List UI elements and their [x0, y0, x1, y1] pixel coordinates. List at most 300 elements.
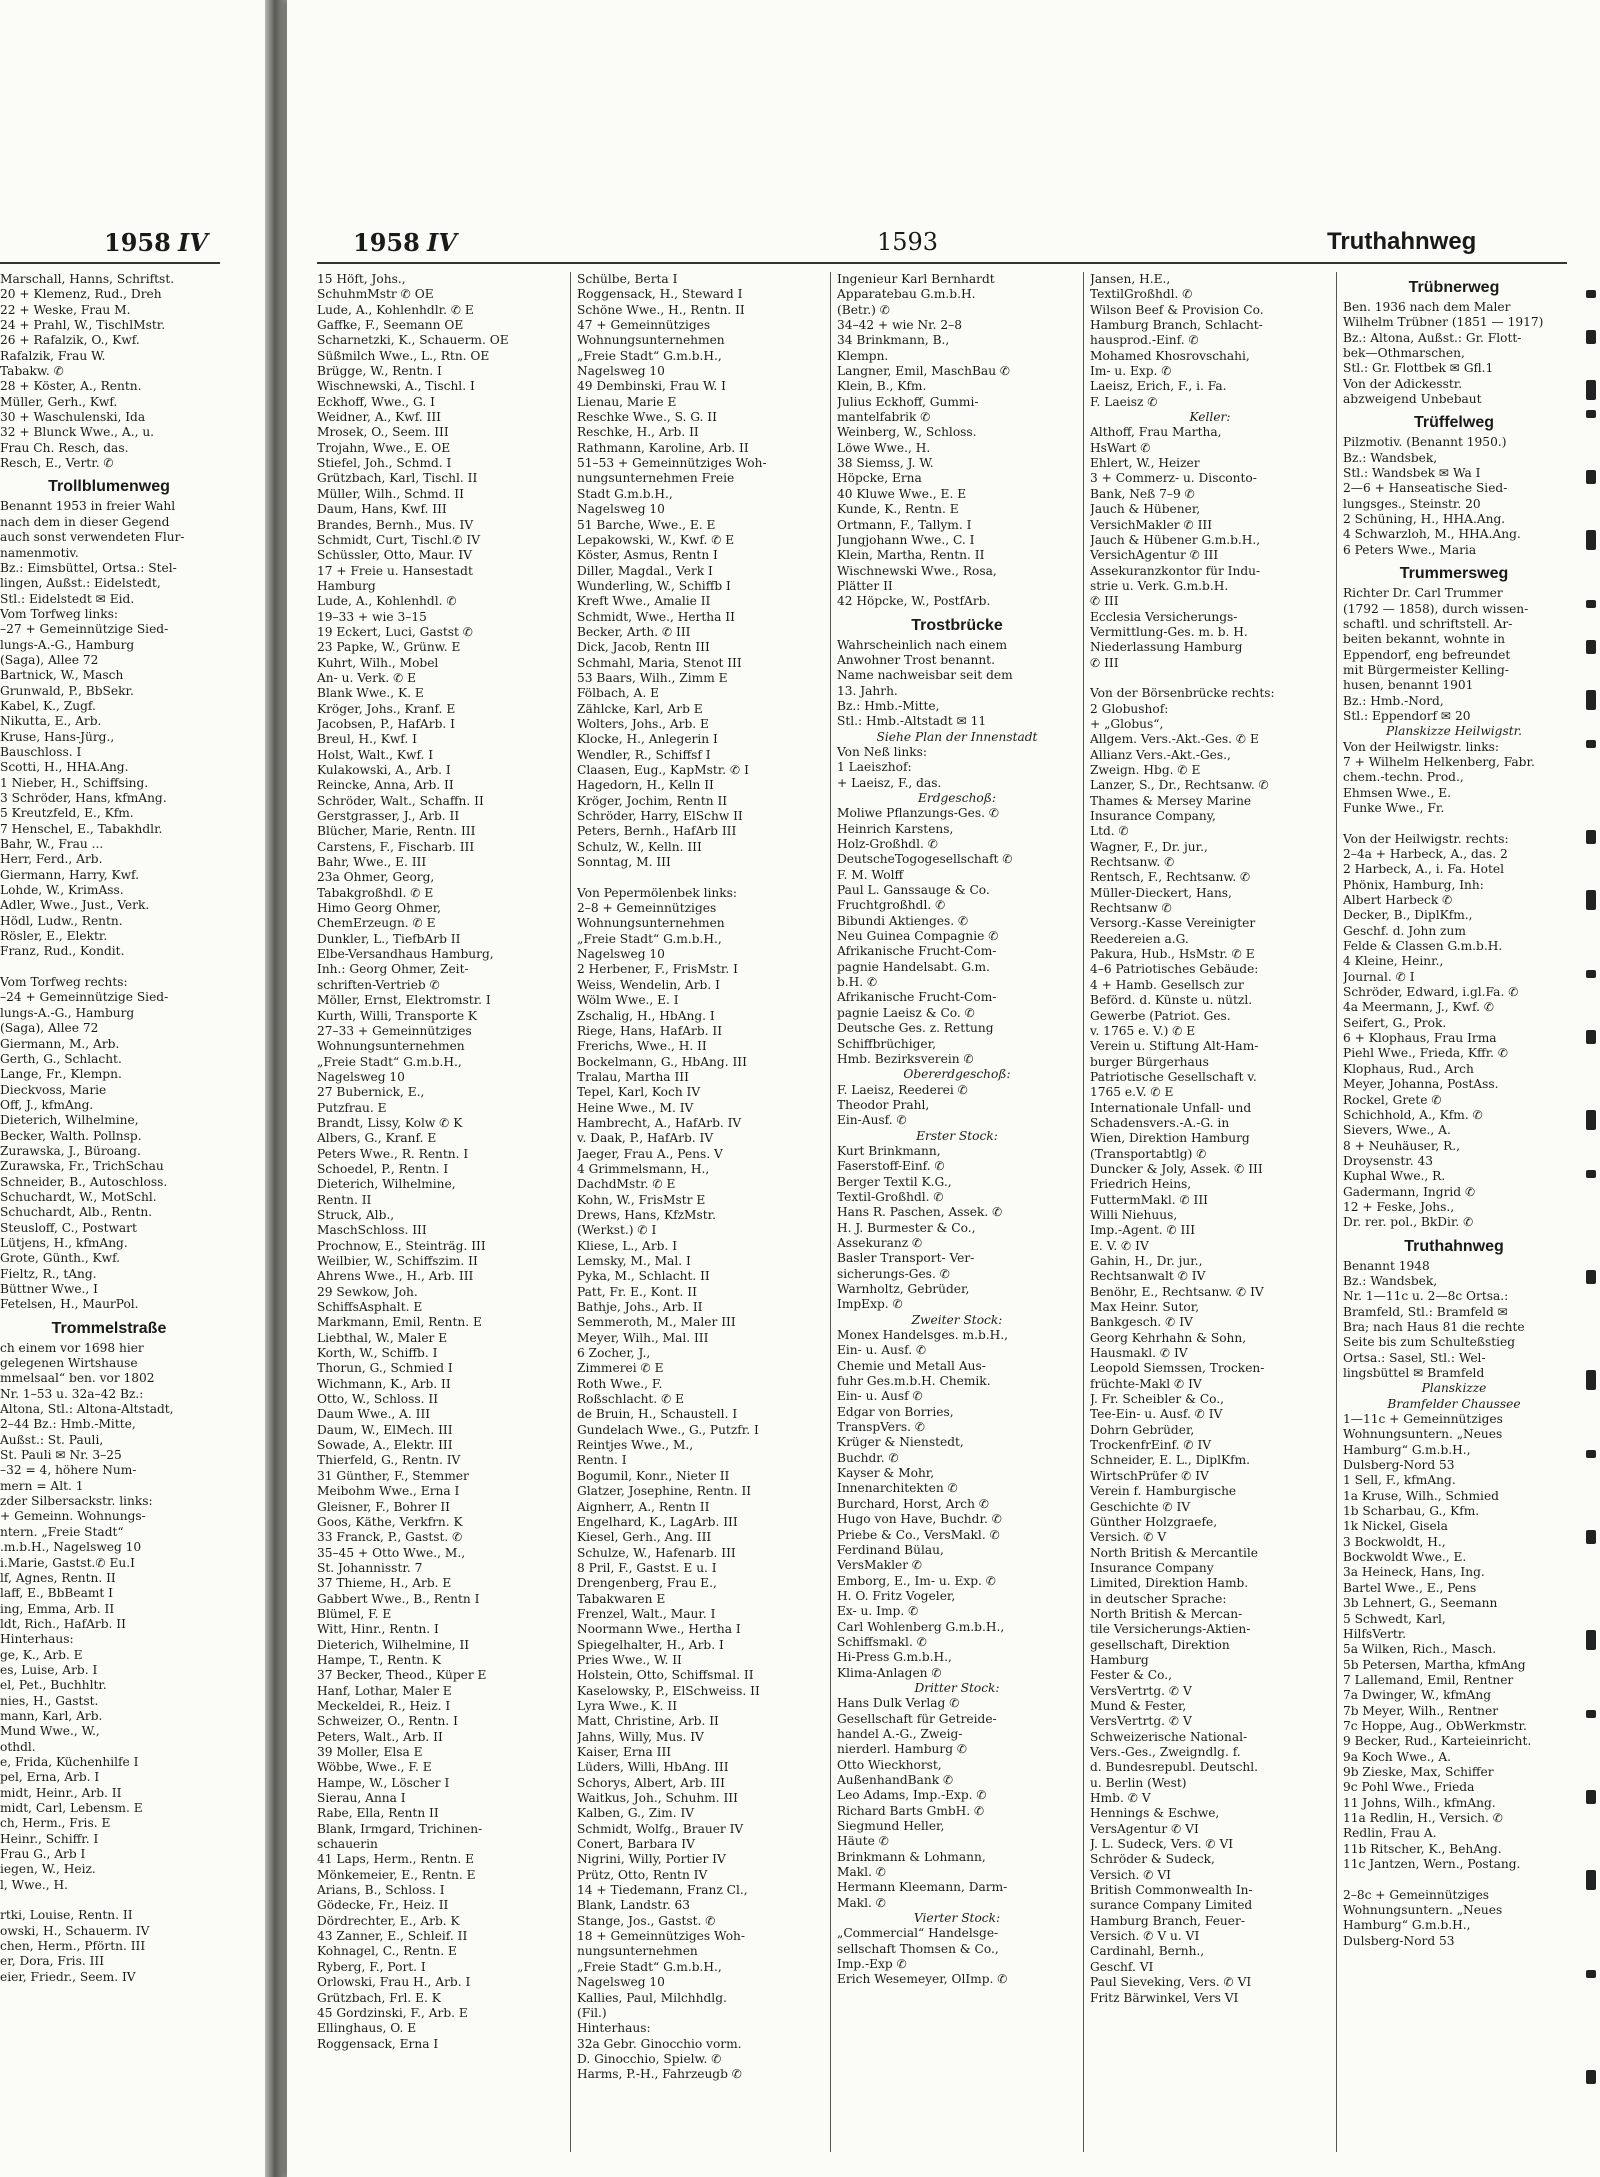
directory-entry: in deutscher Sprache: [1090, 1591, 1227, 1606]
directory-entry: Lemsky, M., Mal. I [577, 1254, 691, 1268]
directory-entry: Carl Wohlenberg G.m.b.H., [837, 1619, 1005, 1634]
directory-entry: 43 Zanner, E., Schleif. II [317, 1929, 468, 1944]
section-subheading: Erdgeschoß: [917, 791, 997, 805]
directory-entry: lungs-A.-G., Hamburg [0, 1005, 135, 1020]
directory-entry: v. Daak, P., HafArb. IV [577, 1131, 714, 1146]
directory-entry: Blank Wwe., K. E [317, 686, 424, 701]
directory-entry: 20 + Klemenz, Rud., Dreh [0, 287, 162, 302]
directory-entry: 2–44 Bz.: Hmb.-Mitte, [0, 1417, 136, 1432]
directory-entry: Hans R. Paschen, Assek. ✆ [837, 1205, 1003, 1220]
directory-entry: Klein, B., Kfm. [837, 379, 927, 394]
directory-entry: Benannt 1953 in freier Wahl [0, 499, 176, 514]
directory-entry: Kabel, K., Zugf. [0, 698, 96, 713]
directory-entry: Liebthal, W., Maler E [317, 1330, 448, 1345]
directory-entry: Meibohm Wwe., Erna I [317, 1484, 460, 1499]
directory-entry: Roßschlacht. ✆ E [577, 1392, 685, 1407]
directory-entry: Daum Wwe., A. III [317, 1407, 431, 1422]
directory-entry: Rentsch, F., Rechtsanw. ✆ [1090, 870, 1251, 885]
directory-entry: Goos, Käthe, Verkfrn. K [317, 1514, 463, 1529]
directory-entry: Süßmilch Wwe., L., Rtn. OE [317, 348, 490, 363]
directory-entry: Struck, Alb., [317, 1207, 395, 1222]
directory-entry: Mrosek, O., Seem. III [317, 425, 449, 440]
directory-entry: husen, benannt 1901 [1343, 678, 1474, 693]
directory-entry: Müller, Gerh., Kwf. [0, 394, 118, 409]
directory-entry: Pyka, M., Schlacht. II [577, 1269, 710, 1284]
directory-entry: Leo Adams, Imp.-Exp. ✆ [837, 1788, 987, 1803]
directory-entry: eier, Friedr., Seem. IV [0, 1969, 136, 1984]
directory-entry: Giermann, Harry, Kwf. [0, 867, 139, 882]
directory-entry: Rabe, Ella, Rentn II [317, 1806, 439, 1821]
directory-entry: Priebe & Co., VersMakl. ✆ [837, 1527, 1000, 1542]
column-divider [1083, 272, 1084, 2152]
directory-entry: Funke Wwe., Fr. [1343, 800, 1445, 815]
directory-entry: 51–53 + Gemeinnütziges Woh- [577, 456, 767, 471]
directory-entry: Meyer, Johanna, PostAss. [1343, 1077, 1499, 1092]
directory-entry: ldt, Rich., HafArb. II [0, 1616, 126, 1631]
directory-entry: Schichhold, A., Kfm. ✆ [1343, 1107, 1483, 1122]
directory-entry: (Werkst.) ✆ I [577, 1223, 657, 1238]
directory-entry: Häute ✆ [837, 1834, 889, 1849]
directory-entry: Heinrich Karstens, [837, 821, 954, 836]
directory-entry: Lohde, W., KrimAss. [0, 883, 124, 898]
directory-entry: Reschke, H., Arb. II [577, 425, 699, 440]
directory-entry: Aignherr, A., Rentn II [577, 1499, 710, 1514]
directory-entry: Ingenieur Karl Bernhardt [837, 272, 995, 286]
directory-entry: Kuphal Wwe., R. [1343, 1169, 1446, 1184]
directory-entry: Conert, Barbara IV [577, 1837, 695, 1852]
directory-entry: Witt, Hinr., Rentn. I [317, 1622, 439, 1637]
directory-entry: Bz.: Altona, Außst.: Gr. Flott- [1343, 330, 1522, 345]
directory-entry: 1 Nieber, H., Schiffsing. [0, 775, 149, 790]
directory-entry: Stadt G.m.b.H., [577, 486, 673, 501]
directory-entry: Kaiser, Erna III [577, 1745, 672, 1759]
directory-entry: Dieckvoss, Marie [0, 1082, 107, 1097]
directory-entry: Möller, Ernst, Elektromstr. I [317, 993, 491, 1008]
directory-entry: 4 + Hamb. Gesellsch zur [1090, 977, 1244, 992]
directory-entry: Hennings & Eschwe, [1090, 1806, 1220, 1821]
directory-entry: Schmahl, Maria, Stenot III [577, 655, 742, 670]
directory-entry: British Commonwealth In- [1090, 1883, 1253, 1898]
directory-entry: handel A.-G., Zweig- [837, 1726, 963, 1741]
directory-entry: 13. Jahrh. [837, 683, 898, 698]
directory-entry: Ltd. ✆ [1090, 824, 1129, 839]
street-heading: Trommelstraße [51, 1319, 167, 1337]
edge-mark [1586, 1870, 1596, 1890]
directory-entry: Bahr, Wwe., E. III [317, 855, 427, 870]
directory-entry: Sievers, Wwe., A. [1343, 1123, 1451, 1138]
street-heading: Trollblumenweg [48, 478, 170, 496]
directory-entry: Schülbe, Berta I [577, 272, 678, 286]
directory-entry: i.Marie, Gastst.✆ Eu.I [0, 1555, 135, 1570]
section-subheading: Vierter Stock: [913, 1911, 1001, 1926]
directory-entry: Bathje, Johs., Arb. II [577, 1300, 703, 1315]
edge-mark [1586, 410, 1596, 418]
directory-entry: + Laeisz, F., das. [837, 775, 942, 790]
directory-entry: Fölbach, A. E [577, 686, 659, 701]
directory-entry: Eckhoff, Wwe., G. I [317, 394, 435, 409]
directory-entry: Wohnungsuntern. „Neues [1343, 1427, 1503, 1442]
directory-entry: Schweizerische National- [1090, 1729, 1248, 1744]
directory-entry: 2 Schüning, H., HHA.Ang. [1343, 512, 1506, 527]
directory-entry: Gödecke, Fr., Heiz. II [317, 1898, 449, 1913]
directory-entry: Nr. 1–53 u. 32a–42 Bz.: [0, 1386, 144, 1401]
directory-entry: 3b Lehnert, G., Seemann [1343, 1596, 1498, 1611]
directory-entry: 2 Globushof: [1090, 701, 1169, 716]
directory-entry: 11c Jantzen, Wern., Postang. [1343, 1857, 1521, 1871]
directory-entry: Lanzer, S., Dr., Rechtsanw. ✆ [1090, 778, 1269, 793]
directory-entry: Blücher, Marie, Rentn. III [317, 824, 476, 839]
directory-entry: Schmidt, Wwe., Hertha II [577, 609, 735, 624]
directory-entry: 1765 e.V. ✆ E [1090, 1085, 1174, 1100]
directory-entry: Gesellschaft für Getreide- [837, 1711, 997, 1726]
directory-entry: Außst.: St. Pauli, [0, 1432, 104, 1447]
directory-entry: 18 + Gemeinnütziges Woh- [577, 1929, 745, 1944]
directory-entry: Klempn. [837, 348, 889, 363]
directory-entry: Ortsa.: Sasel, Stl.: Wel- [1343, 1350, 1486, 1365]
directory-entry: Ellinghaus, O. E [317, 2021, 417, 2036]
directory-entry: Kröger, Jochim, Rentn II [577, 793, 728, 808]
directory-entry: Bibundi Aktienges. ✆ [837, 913, 969, 928]
directory-entry: Berger Textil K.G., [837, 1174, 952, 1189]
directory-entry: Afrikanische Frucht-Com- [837, 990, 997, 1005]
directory-entry: Rockel, Grete ✆ [1343, 1092, 1442, 1107]
directory-entry: Frerichs, Wwe., H. II [577, 1039, 707, 1054]
section-subheading: Zweiter Stock: [911, 1312, 1003, 1327]
directory-entry: Lude, A., Kohlenhdlr. ✆ E [317, 302, 474, 317]
directory-entry: Roggensack, Erna I [317, 2036, 439, 2051]
directory-entry: Leopold Siemssen, Trocken- [1090, 1361, 1265, 1376]
directory-entry: Schmidt, Wolfg., Brauer IV [577, 1821, 744, 1836]
directory-entry: 3 Schröder, Hans, kfmAng. [0, 791, 167, 805]
directory-entry: Gundelach Wwe., G., Putzfr. I [577, 1422, 759, 1437]
directory-entry: Klein, Martha, Rentn. II [837, 548, 985, 563]
directory-entry: Dulsberg-Nord 53 [1343, 1458, 1455, 1473]
directory-entry: Roth Wwe., F. [577, 1376, 663, 1391]
directory-entry: 4a Meermann, J., Kwf. ✆ [1343, 1000, 1495, 1015]
directory-entry: 51 Barche, Wwe., E. E [577, 517, 716, 532]
directory-entry: Stl.: Eidelstedt ✉ Eid. [0, 591, 135, 606]
directory-entry: Heinr., Schiffr. I [0, 1831, 99, 1846]
directory-entry: 11a Redlin, H., Versich. ✆ [1343, 1810, 1503, 1825]
directory-entry: 9b Zieske, Max, Schiffer [1343, 1764, 1494, 1779]
edge-mark [1586, 290, 1596, 298]
directory-entry: 22 + Weske, Frau M. [0, 302, 131, 317]
directory-entry: Hamburg“ G.m.b.H., [1343, 1442, 1471, 1457]
directory-entry: 2 Herbener, F., FrisMstr. I [577, 962, 738, 977]
directory-entry: 38 Siemss, J. W. [837, 456, 934, 471]
directory-entry: 1a Kruse, Wilh., Schmied [1343, 1488, 1499, 1503]
directory-entry: Büttner Wwe., I [0, 1282, 98, 1296]
directory-entry: burger Bürgerhaus [1090, 1054, 1209, 1069]
directory-entry: 8 Pril, F., Gastst. E u. I [577, 1560, 717, 1575]
directory-entry: Blank, Irmgard, Trichinen- [317, 1821, 483, 1836]
directory-entry: North British & Mercan- [1090, 1606, 1243, 1621]
directory-entry: d. Bundesrepubl. Deutschl. [1090, 1760, 1259, 1775]
directory-entry: Holst, Walt., Kwf. I [317, 747, 434, 762]
directory-entry: Klima-Anlagen ✆ [837, 1665, 942, 1680]
directory-entry: pagnie Handelsabt. G.m. [837, 959, 990, 974]
directory-entry: ChemErzeugn. ✆ E [317, 916, 436, 931]
directory-entry: 1—11c + Gemeinnütziges [1343, 1412, 1503, 1427]
directory-entry: Makl. ✆ [837, 1865, 886, 1880]
directory-entry: Bockwoldt Wwe., E. [1343, 1550, 1467, 1565]
directory-entry: North British & Mercantile [1090, 1545, 1258, 1560]
street-heading: Truthahnweg [1404, 1237, 1504, 1255]
directory-entry: lingen, Außst.: Eidelstedt, [0, 576, 161, 591]
directory-entry: Kunde, K., Rentn. E [837, 502, 959, 517]
directory-entry: Plätter II [837, 578, 893, 593]
section-subheading: Obererdgeschoß: [903, 1067, 1011, 1082]
directory-entry: Bank, Neß 7–9 ✆ [1090, 486, 1195, 501]
directory-entry: 5b Petersen, Martha, kfmAng [1343, 1657, 1526, 1672]
directory-entry: 39 Moller, Elsa E [317, 1745, 423, 1759]
directory-entry: Patriotische Gesellschaft v. [1090, 1069, 1257, 1084]
directory-entry: Riege, Hans, HafArb. II [577, 1023, 723, 1038]
directory-entry: 37 Thieme, H., Arb. E [317, 1576, 452, 1591]
section-subheading: Erster Stock: [916, 1128, 998, 1143]
directory-entry: lungs-A.-G., Hamburg [0, 637, 135, 652]
directory-entry: Thames & Mersey Marine [1090, 793, 1252, 808]
directory-entry: Lude, A., Kohlenhdl. ✆ [317, 594, 457, 609]
directory-entry: 3 + Commerz- u. Disconto- [1090, 471, 1257, 486]
directory-entry: Dieterich, Wilhelmine, [0, 1113, 139, 1128]
directory-entry: ch einem vor 1698 hier [0, 1340, 144, 1355]
directory-entry: Ahrens Wwe., H., Arb. III [317, 1269, 474, 1284]
directory-entry: bek—Othmarschen, [1343, 346, 1465, 361]
edge-mark [1586, 740, 1596, 748]
directory-entry: Paul Sieveking, Vers. ✆ VI [1090, 1975, 1252, 1990]
directory-entry: 7 Henschel, E., Tabakhdlr. [0, 821, 163, 836]
directory-entry: Blank, Landstr. 63 [577, 1898, 691, 1913]
directory-entry: Hampe, W., Löscher I [317, 1775, 450, 1790]
directory-entry: Kuhrt, Wilh., Mobel [317, 655, 439, 670]
directory-entry: Max Heinr. Sutor, [1090, 1300, 1200, 1315]
directory-entry: fuhr Ges.m.b.H. Chemik. [837, 1374, 991, 1389]
directory-entry: Rechtsanw ✆ [1090, 901, 1172, 916]
directory-entry: 34 Brinkmann, B., [837, 333, 950, 348]
directory-entry: Brandt, Lissy, Kolw ✆ K [317, 1115, 463, 1130]
directory-entry: Schöne Wwe., H., Rentn. II [577, 302, 745, 317]
directory-entry: Friedrich Heins, [1090, 1177, 1192, 1192]
directory-entry [1090, 671, 1330, 686]
directory-entry: iegen, W., Heiz. [0, 1862, 96, 1877]
directory-entry: Imp.-Exp ✆ [837, 1957, 907, 1972]
directory-entry: Harms, P.-H., Fahrzeugb ✆ [577, 2067, 742, 2082]
directory-entry: 40 Kluwe Wwe., E. E [837, 486, 967, 501]
street-heading: Trostbrücke [911, 616, 1003, 634]
directory-entry: Versich. ✆ VI [1090, 1867, 1171, 1882]
edge-mark [1586, 1630, 1596, 1650]
directory-entry: Gabbert Wwe., B., Rentn I [317, 1591, 480, 1606]
directory-entry: Tralau, Martha III [577, 1069, 689, 1084]
directory-entry: Assekuranz ✆ [837, 1235, 923, 1250]
directory-entry: VersMakler ✆ [837, 1558, 923, 1573]
directory-entry: Kulakowski, A., Arb. I [317, 763, 451, 777]
directory-entry: mann, Karl, Arb. [0, 1708, 103, 1723]
directory-entry: Grützbach, Karl, Tischl. II [317, 471, 478, 486]
directory-entry: Buchdr. ✆ [837, 1450, 899, 1465]
directory-entry: schauerin [317, 1837, 378, 1852]
directory-entry: Wohnungsunternehmen [577, 333, 725, 348]
directory-entry: Versich. ✆ V u. VI [1090, 1929, 1200, 1944]
directory-entry: Gaffke, F., Seemann OE [317, 318, 464, 333]
directory-entry: St. Johannisstr. 7 [317, 1560, 423, 1575]
directory-entry: Glatzer, Josephine, Rentn. II [577, 1484, 752, 1499]
directory-entry: Seifert, G., Prok. [1343, 1015, 1447, 1030]
directory-entry: Hmb. ✆ V [1090, 1791, 1151, 1806]
directory-entry: Schneider, B., Autoschloss. [0, 1174, 168, 1189]
directory-entry: 42 Höpcke, W., PostfArb. [837, 594, 991, 609]
directory-entry: früchte-Makl ✆ IV [1090, 1376, 1202, 1391]
directory-entry: Otto Wieckhorst, [837, 1757, 942, 1772]
directory-entry: Verein f. Hamburgische [1090, 1484, 1237, 1499]
edge-mark [1586, 530, 1596, 550]
directory-entry: nach dem in dieser Gegend [0, 514, 170, 529]
directory-entry: Daum, W., ElMech. III [317, 1422, 453, 1437]
directory-entry: Name nachweisbar seit dem [837, 668, 1013, 683]
directory-entry: Bockelmann, G., HbAng. III [577, 1054, 747, 1069]
directory-entry: „Freie Stadt“ G.m.b.H., [317, 1054, 462, 1069]
directory-entry: Hagedorn, H., Kelln II [577, 778, 714, 793]
directory-entry: Meyer, Wilh., Mal. III [577, 1330, 709, 1345]
directory-entry: Diller, Magdal., Verk I [577, 563, 713, 578]
directory-entry: .m.b.H., Nagelsweg 10 [0, 1540, 142, 1555]
edge-mark [1586, 690, 1596, 710]
directory-entry: Gerth, G., Schlacht. [0, 1051, 122, 1066]
directory-entry: pel, Erna, Arb. I [0, 1770, 100, 1785]
directory-entry: Becker, Arth. ✆ III [577, 624, 691, 639]
directory-entry: Dieterich, Wilhelmine, [317, 1177, 456, 1192]
directory-entry: Kaselowsky, P., ElSchweiss. II [577, 1683, 760, 1698]
directory-entry: Zurawska, J., Büroang. [0, 1143, 141, 1158]
directory-entry: Gadermann, Ingrid ✆ [1343, 1184, 1476, 1199]
directory-entry: Rafalzik, Frau W. [0, 348, 106, 363]
directory-entry: Pries Wwe., W. II [577, 1652, 682, 1667]
directory-entry: Kruse, Hans-Jürg., [0, 729, 115, 744]
directory-entry: 7 + Wilhelm Helkenberg, Fabr. [1343, 754, 1535, 769]
directory-entry: „Freie Stadt“ G.m.b.H., [577, 1959, 722, 1974]
directory-entry: Thierfeld, G., Rentn. IV [317, 1453, 461, 1468]
directory-entry: Waitkus, Joh., Schuhm. III [577, 1791, 738, 1806]
directory-entry: Mund & Fester, [1090, 1698, 1187, 1713]
directory-entry: Klocke, H., Anlegerin I [577, 732, 718, 747]
directory-entry: 6 Peters Wwe., Maria [1343, 542, 1477, 557]
directory-entry: VersichAgentur ✆ III [1090, 548, 1219, 563]
directory-entry: Elbe-Versandhaus Hamburg, [317, 947, 494, 962]
directory-entry: Dulsberg-Nord 53 [1343, 1933, 1455, 1948]
directory-entry: Scharnetzki, K., Schauerm. OE [317, 333, 509, 348]
directory-entry: Stl.: Wandsbek ✉ Wa I [1343, 466, 1481, 481]
directory-entry: laff, E., BbBeamt I [0, 1586, 113, 1601]
directory-entry: Frenzel, Walt., Maur. I [577, 1606, 716, 1621]
directory-entry: Schuchardt, W., MotSchl. [0, 1189, 157, 1204]
directory-entry: chem.-techn. Prod., [1343, 770, 1464, 785]
directory-entry: HsWart ✆ [1090, 440, 1151, 455]
directory-entry: Himo Georg Ohmer, [317, 901, 442, 916]
edge-mark [1586, 1270, 1596, 1284]
directory-entry: Herr, Ferd., Arb. [0, 852, 103, 867]
directory-entry: Anwohner Trost benannt. [837, 652, 995, 667]
directory-entry: 35–45 + Otto Wwe., M., [317, 1545, 466, 1560]
left-page [0, 0, 265, 2177]
directory-entry: 9c Pohl Wwe., Frieda [1343, 1780, 1475, 1795]
directory-entry: Edgar von Borries, [837, 1404, 954, 1419]
street-title-header: Truthahnweg [1327, 228, 1477, 255]
directory-entry: F. Laeisz, Reederei ✆ [837, 1082, 968, 1097]
directory-entry: mantelfabrik ✆ [837, 410, 931, 425]
directory-entry: Brandes, Bernh., Mus. IV [317, 517, 474, 532]
directory-entry: E. V. ✆ IV [1090, 1238, 1149, 1253]
directory-entry: 14 + Tiedemann, Franz Cl., [577, 1883, 748, 1898]
directory-entry: Wilhelm Trübner (1851 — 1917) [1343, 315, 1544, 330]
directory-entry: J. Fr. Scheibler & Co., [1090, 1392, 1225, 1407]
directory-entry: Nagelsweg 10 [577, 947, 665, 962]
directory-entry: 5a Wilken, Rich., Masch. [1343, 1642, 1497, 1657]
directory-entry: Markmann, Emil, Rentn. E [317, 1315, 482, 1330]
directory-entry: VersichMakler ✆ III [1090, 517, 1213, 532]
directory-entry: rtki, Louise, Rentn. II [0, 1908, 133, 1923]
directory-entry: Insurance Company [1090, 1560, 1214, 1575]
directory-entry: gesellschaft, Direktion [1090, 1637, 1230, 1652]
directory-entry: v. 1765 e. V.) ✆ E [1090, 1023, 1196, 1038]
directory-entry: Hödl, Ludw., Rentn. [0, 913, 123, 928]
edge-mark [1586, 1450, 1596, 1458]
directory-entry: Versorg.-Kasse Vereinigter [1090, 916, 1256, 931]
directory-entry: Richard Barts GmbH. ✆ [837, 1803, 985, 1818]
directory-entry: 1k Nickel, Gisela [1343, 1519, 1448, 1534]
directory-entry: J. L. Sudeck, Vers. ✆ VI [1090, 1837, 1234, 1852]
directory-entry: Ben. 1936 nach dem Maler [1343, 300, 1511, 314]
directory-column-2 [577, 272, 824, 2083]
directory-entry: Gerstgrasser, J., Arb. II [317, 809, 460, 824]
directory-entry: TranspVers. ✆ [837, 1420, 926, 1435]
directory-entry: Von der Adickesstr. [1343, 376, 1463, 391]
directory-entry: Kliese, L., Arb. I [577, 1238, 678, 1253]
directory-entry: Schadensvers.-A.-G. in [1090, 1115, 1230, 1130]
directory-entry: Marschall, Hanns, Schriftst. [0, 272, 175, 286]
directory-entry: Breul, H., Kwf. I [317, 732, 417, 747]
directory-entry: + „Globus“, [1090, 716, 1164, 731]
directory-entry: Lienau, Marie E [577, 394, 677, 409]
directory-entry: 41 Laps, Herm., Rentn. E [317, 1852, 475, 1867]
directory-entry: VersAgentur ✆ VI [1090, 1821, 1199, 1836]
directory-entry: 53 Baars, Wilh., Zimm E [577, 670, 728, 685]
directory-entry: (Betr.) ✆ [837, 302, 891, 317]
section-subheading: Bramfelder Chaussee [1387, 1396, 1521, 1411]
directory-entry: Schneider, E. L., DiplKfm. [1090, 1453, 1251, 1468]
directory-entry: Tabakwaren E [577, 1591, 666, 1606]
directory-entry: –24 + Gemeinnützige Sied- [0, 990, 169, 1005]
directory-entry: Wohnungsuntern. „Neues [1343, 1903, 1503, 1918]
right-header-rule [317, 262, 1567, 264]
directory-entry: 5 Schwedt, Karl, [1343, 1611, 1446, 1626]
directory-entry: pagnie Laeisz & Co. ✆ [837, 1005, 975, 1020]
directory-entry: Schuchardt, Alb., Rentn. [0, 1205, 153, 1220]
directory-entry: Assekuranzkontor für Indu- [1090, 563, 1261, 578]
directory-entry: Afrikanische Frucht-Com- [837, 944, 997, 959]
directory-entry: Lange, Fr., Klempn. [0, 1067, 122, 1082]
directory-entry: Ryberg, F., Port. I [317, 1959, 426, 1974]
directory-entry: Langner, Emil, MaschBau ✆ [837, 364, 1011, 379]
directory-entry: Tabakw. ✆ [0, 364, 64, 379]
directory-entry: Von Neß links: [837, 744, 928, 759]
directory-entry: Stl.: Hmb.-Altstadt ✉ 11 [837, 714, 987, 729]
directory-entry: Nagelsweg 10 [577, 502, 665, 517]
directory-entry: Resch, E., Vertr. ✆ [0, 456, 114, 471]
edge-mark [1586, 1970, 1596, 1978]
directory-entry: lf, Agnes, Rentn. II [0, 1570, 116, 1585]
directory-entry: Daum, Hans, Kwf. III [317, 502, 447, 517]
